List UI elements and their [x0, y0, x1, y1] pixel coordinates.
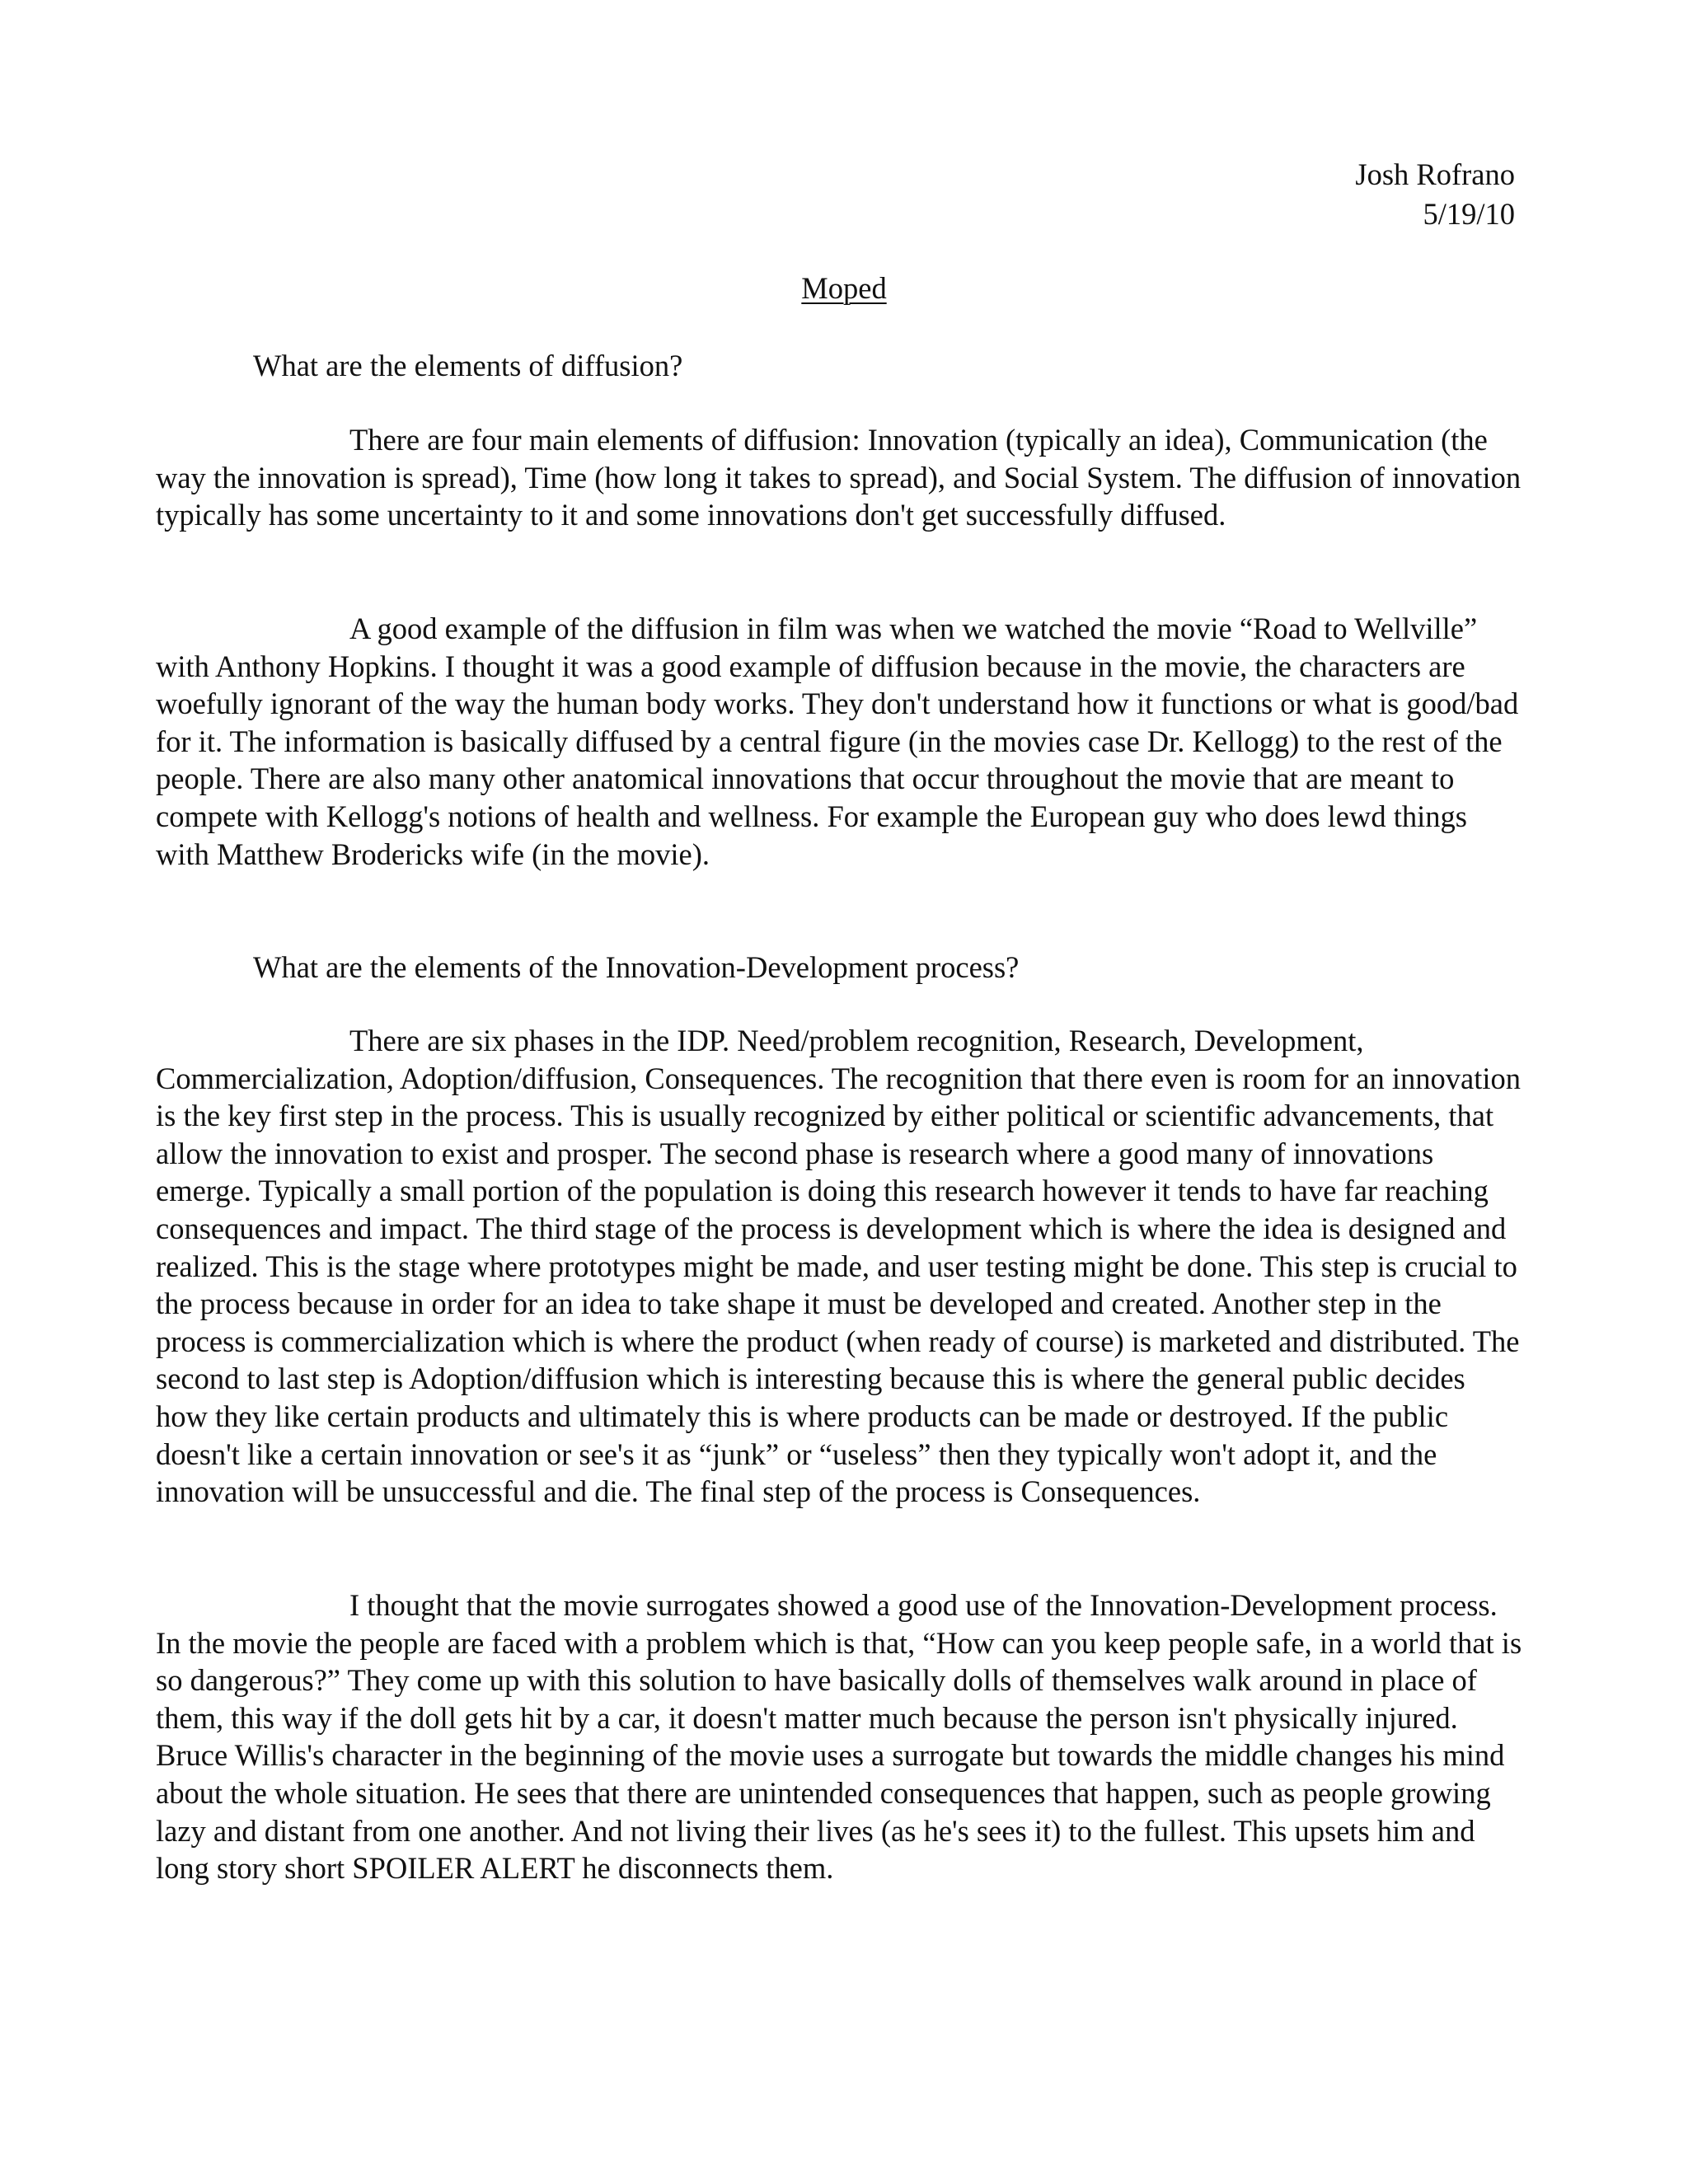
paragraph-diffusion-elements: There are four main elements of diffusion: Innovation (typically an idea), Communication (the way the innovation is spread), Time (how long it takes to spread), and Social System. The diffusion of innovation typically has some uncertainty to it and some innovations don't get successfully diffused. [156, 423, 1522, 532]
question-diffusion-elements: What are the elements of diffusion? [253, 349, 683, 382]
document-title-row [0, 269, 1688, 308]
paragraph-surrogates: I thought that the movie surrogates showed a good use of the Innovation-Development process. In the movie the people are faced with a problem which is that, “How can you keep people safe, in a world that is so dangerous?” They come up with this solution to have basically dolls of themselves walk around in place of them, this way if the doll gets hit by a car, it doesn't matter much because the person isn't physically injured. Bruce Willis's character in the beginning of the movie uses a surrogate but towards the middle changes his mind about the whole situation. He sees that there are unintended consequences that happen, such as people growing lazy and distant from one another. And not living their lives (as he's sees it) to the fullest. This upsets him and long story short SPOILER ALERT he disconnects them. [156, 1588, 1522, 1886]
document-date: 5/19/10 [1423, 197, 1515, 231]
paragraph-idp-phases: There are six phases in the IDP. Need/problem recognition, Research, Development, Commercialization, Adoption/diffusion, Consequences. The recognition that there even is room for an innovation is the key first step in the process. This is usually recognized by either political or scientific advancements, that allow the innovation to exist and prosper. The second phase is research where a good many of innovations emerge. Typically a small portion of the population is doing this research however it tends to have far reaching consequences and impact. The third stage of the process is development which is where the idea is designed and realized. This is the stage where prototypes might be made, and user testing might be done. This step is crucial to the process because in order for an idea to take shape it must be developed and created. Another step in the process is commercialization which is where the product (when ready of course) is marketed and distributed. The second to last step is Adoption/diffusion which is interesting because this is where the general public decides how they like certain products and ultimately this is where products can be made or destroyed. If the public doesn't like a certain innovation or see's it as “junk” or “useless” then they typically won't adopt it, and the innovation will be unsuccessful and die. The final step of the process is Consequences. [156, 1024, 1521, 1509]
document-title: Moped [801, 271, 887, 305]
paragraph-road-to-wellville: A good example of the diffusion in film was when we watched the movie “Road to Wellville” with Anthony Hopkins. I thought it was a good example of diffusion because in the movie, the characters are woefully ignorant of the way the human body works. They don't understand how it functions or what is good/bad for it. The information is basically diffused by a central figure (in the movies case Dr. Kellogg) to the rest of the people. There are also many other anatomical innovations that occur throughout the movie that are meant to compete with Kellogg's notions of health and wellness. For example the European guy who does lewd things with Matthew Brodericks wife (in the movie). [156, 612, 1519, 871]
author-name: Josh Rofrano [1355, 157, 1515, 191]
header-block [1355, 155, 1515, 234]
question-idp-elements: What are the elements of the Innovation-Development process? [253, 950, 1020, 984]
